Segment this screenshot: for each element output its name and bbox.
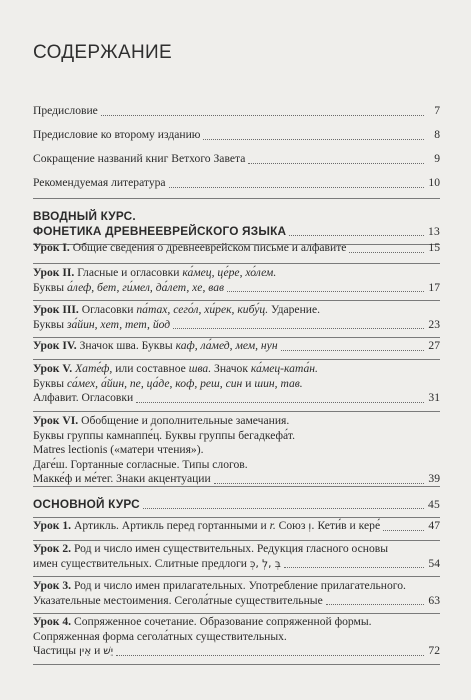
page-number: 10 — [428, 176, 440, 189]
lesson-text-italic: па́тах, сего́л, хи́рек, кибу́ц. — [136, 303, 269, 316]
lesson-text-italic: Хате́ф, — [75, 362, 113, 375]
intro-heading-line1: ВВОДНЫЙ КУРС. — [33, 209, 136, 223]
lesson-text-italic: а́леф, бет, ги́мел, да́лет, хе, вав — [66, 280, 225, 294]
leader-dots — [116, 655, 424, 656]
lesson-text: Алфавит. Огласовки — [33, 391, 134, 404]
hebrew-text: אֵין — [79, 645, 92, 657]
intro-section-heading[interactable] — [33, 209, 440, 239]
lesson-text: Обобщение и дополнительные замечания. — [81, 414, 290, 427]
lesson-text-italic: r. — [269, 519, 276, 532]
lesson-text: Буквы — [33, 280, 65, 294]
page-number: 27 — [428, 339, 440, 352]
page-number: 63 — [428, 593, 440, 607]
section-divider — [33, 300, 440, 301]
leader-dots — [169, 187, 424, 188]
main-lesson-entry-4[interactable] — [33, 615, 440, 659]
lesson-text: Значок — [214, 362, 248, 375]
lesson-text: Артикль. Артикль перед гортанными и — [73, 519, 267, 532]
toc-entry[interactable] — [33, 128, 440, 143]
lesson-text: или составное — [115, 362, 186, 375]
page-number: 31 — [428, 391, 440, 404]
lesson-text: и — [94, 644, 101, 657]
page-number: 13 — [428, 225, 440, 238]
leader-dots — [173, 328, 424, 329]
lesson-title: Общие сведения о древнееврейском письме и алфавите — [72, 241, 347, 254]
lesson-text-italic: за́йин, хет, тет, йод — [66, 317, 171, 331]
lesson-text-italic: каф, ла́мед, мем, нун — [175, 339, 278, 352]
main-heading: ОСНОВНОЙ КУРС — [33, 497, 140, 511]
hebrew-text: יֵשׁ — [103, 645, 114, 657]
lesson-text: Род и число имен прилагательных. Употребление прилагательного. — [73, 579, 406, 592]
intro-heading-line2: ФОНЕТИКА ДРЕВНЕЕВРЕЙСКОГО ЯЗЫКА — [33, 224, 287, 238]
lesson-label: Урок IV. — [33, 339, 77, 352]
leader-dots — [349, 252, 424, 253]
leader-dots — [143, 508, 424, 509]
main-section-heading[interactable] — [33, 497, 440, 512]
lesson-text: Значок шва. Буквы — [79, 339, 173, 352]
page-number: 45 — [428, 498, 440, 511]
lesson-entry-1[interactable] — [33, 241, 440, 256]
lesson-label: Урок 1. — [33, 519, 72, 532]
page-number: 54 — [428, 556, 440, 570]
lesson-text-italic: ка́мец, це́ре, хо́лем. — [182, 266, 277, 279]
page-number: 47 — [428, 519, 440, 532]
lesson-text-italic: шин, тав. — [254, 376, 303, 390]
lesson-text: Matres lectionis («матери чтения»). — [33, 443, 204, 456]
toc-entry[interactable] — [33, 104, 440, 119]
main-lesson-entry-2[interactable] — [33, 542, 440, 571]
leader-dots — [203, 139, 424, 140]
lesson-entry-5[interactable] — [33, 362, 440, 406]
lesson-text: Кети́в и кере́ — [317, 519, 381, 532]
lesson-text: Ударение. — [271, 303, 321, 316]
section-divider — [33, 517, 440, 518]
section-divider — [33, 486, 440, 487]
main-lesson-entry-3[interactable] — [33, 579, 440, 608]
lesson-text: и — [245, 376, 252, 390]
leader-dots — [214, 483, 424, 484]
page-number: 15 — [428, 241, 440, 254]
lesson-text: Буквы — [33, 317, 65, 331]
lesson-label: Урок VI. — [33, 414, 79, 427]
leader-dots — [136, 402, 424, 403]
toc-entry[interactable] — [33, 152, 440, 167]
page-number: 72 — [428, 644, 440, 657]
lesson-entry-3[interactable] — [33, 303, 440, 332]
section-divider — [33, 359, 440, 360]
page-number: 9 — [434, 152, 440, 165]
leader-dots — [281, 350, 424, 351]
lesson-text: Указательные местоимения. Сегола́тные существительные — [33, 593, 323, 607]
entry-title: Рекомендуемая литература — [33, 176, 166, 189]
leader-dots — [101, 115, 424, 116]
lesson-label: Урок III. — [33, 303, 79, 316]
lesson-text: имен существительных. Слитные предлоги — [33, 556, 247, 570]
leader-dots — [284, 567, 424, 568]
lesson-entry-4[interactable] — [33, 339, 440, 354]
lesson-text: Даге́ш. Гортанные согласные. Типы слогов. — [33, 457, 248, 471]
section-divider — [33, 613, 440, 614]
leader-dots — [383, 530, 424, 531]
page-number: 7 — [434, 104, 440, 117]
lesson-label: Урок 3. — [33, 579, 72, 592]
entry-title: Предисловие — [33, 104, 98, 117]
lesson-label: Урок 4. — [33, 615, 72, 628]
leader-dots — [289, 235, 424, 236]
lesson-text: Гласные и огласовки — [77, 266, 180, 279]
leader-dots — [248, 163, 424, 164]
section-divider — [33, 198, 440, 199]
section-divider — [33, 664, 440, 665]
lesson-text-italic: ка́мец-ката́н. — [250, 362, 318, 375]
leader-dots — [326, 604, 424, 605]
lesson-text: Союз — [278, 519, 306, 532]
lesson-entry-6[interactable] — [33, 414, 440, 487]
section-divider — [33, 263, 440, 264]
main-lesson-entry-1[interactable] — [33, 519, 440, 534]
hebrew-text: וְ. — [308, 520, 315, 532]
lesson-text: Частицы — [33, 644, 77, 657]
page-number: 17 — [428, 280, 440, 294]
lesson-entry-2[interactable] — [33, 266, 440, 295]
lesson-label: Урок 2. — [33, 542, 72, 555]
page-title: СОДЕРЖАНИЕ — [33, 42, 172, 63]
leader-dots — [227, 291, 424, 292]
lesson-text-italic: са́мех, а́йин, пе, ца́де, коф, реш, син — [66, 376, 243, 390]
section-divider — [33, 576, 440, 577]
lesson-text: Огласовки — [81, 303, 134, 316]
lesson-text: Сопряженное сочетание. Образование сопряженной формы. — [73, 615, 372, 628]
hebrew-text: בְּ ,לְ ,כְּ — [249, 557, 281, 570]
page-number: 39 — [428, 472, 440, 485]
lesson-text: Род и число имен существительных. Редукция гласного основы — [73, 542, 389, 555]
lesson-text-italic: шва. — [188, 362, 212, 375]
toc-entry[interactable] — [33, 176, 440, 191]
lesson-label: Урок II. — [33, 266, 75, 279]
page-number: 8 — [434, 128, 440, 141]
section-divider — [33, 411, 440, 412]
section-divider — [33, 540, 440, 541]
front-matter-block — [33, 104, 440, 191]
lesson-label: Урок V. — [33, 362, 73, 375]
page-number: 23 — [428, 317, 440, 331]
lesson-label: Урок I. — [33, 241, 70, 254]
lesson-text: Сопряженная форма сегола́тных существительных. — [33, 629, 287, 643]
section-divider — [33, 337, 440, 338]
lesson-text: Макке́ф и ме́тег. Знаки акцентуации — [33, 472, 211, 485]
lesson-text: Буквы — [33, 376, 65, 390]
entry-title: Сокращение названий книг Ветхого Завета — [33, 152, 246, 165]
entry-title: Предисловие ко второму изданию — [33, 128, 201, 141]
lesson-text: Буквы группы камнаппе́ц. Буквы группы бегадкефа́т. — [33, 428, 295, 442]
